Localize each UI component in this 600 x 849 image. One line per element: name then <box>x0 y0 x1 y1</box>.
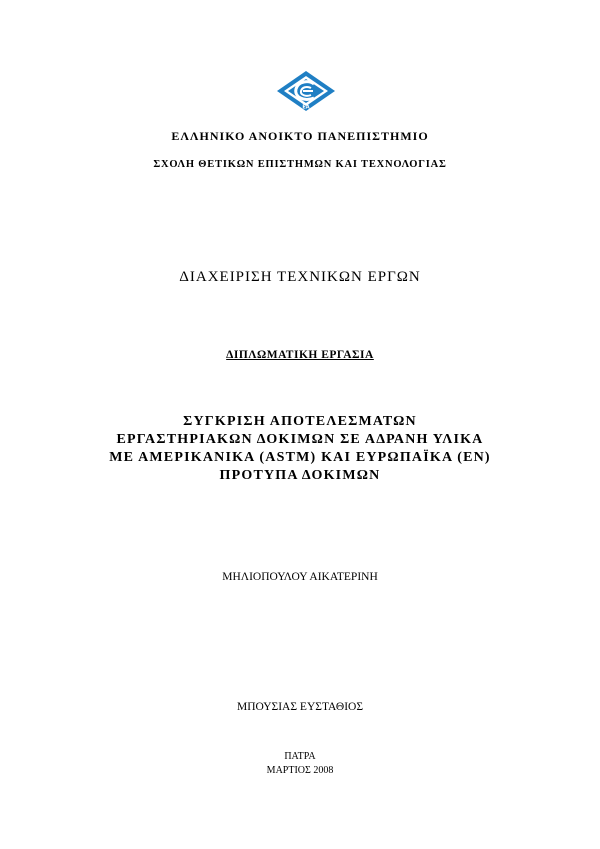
university-logo-icon <box>276 70 336 112</box>
date: ΜΑΡΤΙΟΣ 2008 <box>266 765 334 776</box>
program-name: ΔΙΑΧΕΙΡΙΣΗ ΤΕΧΝΙΚΩΝ ΕΡΓΩΝ <box>179 269 421 285</box>
thesis-title-line: ΕΡΓΑΣΤΗΡΙΑΚΩΝ ΔΟΚΙΜΩΝ ΣΕ ΑΔΡΑΝΗ ΥΛΙΚΑ <box>116 432 484 447</box>
thesis-title-line: ΜΕ ΑΜΕΡΙΚΑΝΙΚΑ (ASTM) ΚΑΙ ΕΥΡΩΠΑΪΚΑ (EN) <box>109 450 491 465</box>
supervisor-name: ΜΠΟΥΣΙΑΣ ΕΥΣΤΑΘΙΟΣ <box>236 701 364 713</box>
thesis-title-line: ΣΥΓΚΡΙΣΗ ΑΠΟΤΕΛΕΣΜΑΤΩΝ <box>183 414 417 429</box>
university-name: ΕΛΛΗΝΙΚΟ ΑΝΟΙΚΤΟ ΠΑΝΕΠΙΣΤΗΜΙΟ <box>171 129 429 143</box>
place: ΠΑΤΡΑ <box>284 751 316 762</box>
thesis-title-line: ΠΡΟΤΥΠΑ ΔΟΚΙΜΩΝ <box>219 468 381 483</box>
school-name: ΣΧΟΛΗ ΘΕΤΙΚΩΝ ΕΠΙΣΤΗΜΩΝ ΚΑΙ ΤΕΧΝΟΛΟΓΙΑΣ <box>153 159 447 170</box>
svg-text:ΕΑ: ΕΑ <box>302 104 310 111</box>
document-type: ΔΙΠΛΩΜΑΤΙΚΗ ΕΡΓΑΣΙΑ <box>226 349 374 361</box>
author-name: ΜΗΛΙΟΠΟΥΛΟΥ ΑΙΚΑΤΕΡΙΝΗ <box>222 571 378 583</box>
